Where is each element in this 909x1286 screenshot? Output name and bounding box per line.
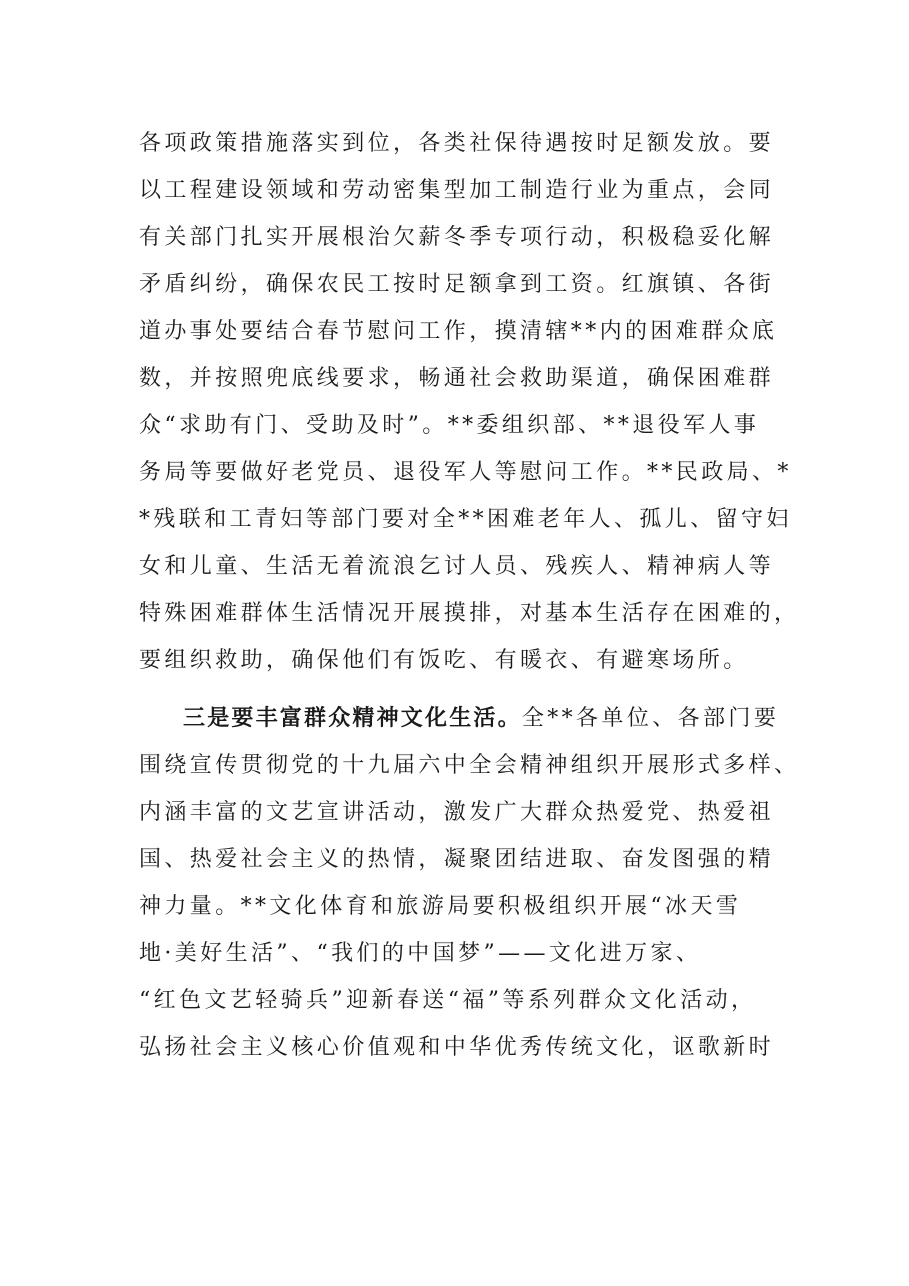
paragraph-line: 道办事处要结合春节慰问工作，摸清辖**内的困难群众底 <box>139 319 778 344</box>
paragraph-line: 众“求助有门、受助及时”。**委组织部、**退役军人事 <box>139 413 760 438</box>
paragraph-line: 务局等要做好老党员、退役军人等慰问工作。**民政局、* <box>139 460 792 485</box>
paragraph-line: *残联和工青妇等部门要对全**困难老年人、孤儿、留守妇 <box>139 507 792 532</box>
paragraph-line: 国、热爱社会主义的热情，凝聚团结进取、奋发图强的精 <box>139 847 775 872</box>
paragraph-first-line <box>139 695 779 742</box>
paragraph-cultural-life <box>139 695 800 1071</box>
paragraph-line: 女和儿童、生活无着流浪乞讨人员、残疾人、精神病人等 <box>139 554 775 579</box>
paragraph-text: 全**各单位、各部门要 <box>521 706 780 731</box>
paragraph-line: 特殊困难群体生活情况开展摸排，对基本生活存在困难的， <box>139 601 800 626</box>
paragraph-line: 有关部门扎实开展根治欠薪冬季专项行动，积极稳妥化解 <box>139 225 775 250</box>
paragraph-line: 弘扬社会主义核心价值观和中华优秀传统文化，讴歌新时 <box>139 1035 775 1060</box>
paragraph-line: 矛盾纠纷，确保农民工按时足额拿到工资。红旗镇、各街 <box>139 272 775 297</box>
paragraph-social-assistance <box>139 120 800 684</box>
section-heading: 三是要丰富群众精神文化生活。 <box>183 705 522 731</box>
paragraph-line: 围绕宣传贯彻党的十九届六中全会精神组织开展形式多样、 <box>139 753 800 778</box>
paragraph-line: 以工程建设领域和劳动密集型加工制造行业为重点，会同 <box>139 178 775 203</box>
paragraph-line: 神力量。**文化体育和旅游局要积极组织开展“冰天雪 <box>139 894 742 919</box>
paragraph-line: 地·美好生活”、“我们的中国梦”——文化进万家、 <box>139 941 702 966</box>
paragraph-line: 内涵丰富的文艺宣讲活动，激发广大群众热爱党、热爱祖 <box>139 800 775 825</box>
paragraph-line: 各项政策措施落实到位，各类社保待遇按时足额发放。要 <box>139 131 775 156</box>
paragraph-line: 数，并按照兜底线要求，畅通社会救助渠道，确保困难群 <box>139 366 775 391</box>
paragraph-line: “红色文艺轻骑兵”迎新春送“福”等系列群众文化活动， <box>139 988 757 1013</box>
paragraph-line: 要组织救助，确保他们有饭吃、有暖衣、有避寒场所。 <box>139 648 749 673</box>
